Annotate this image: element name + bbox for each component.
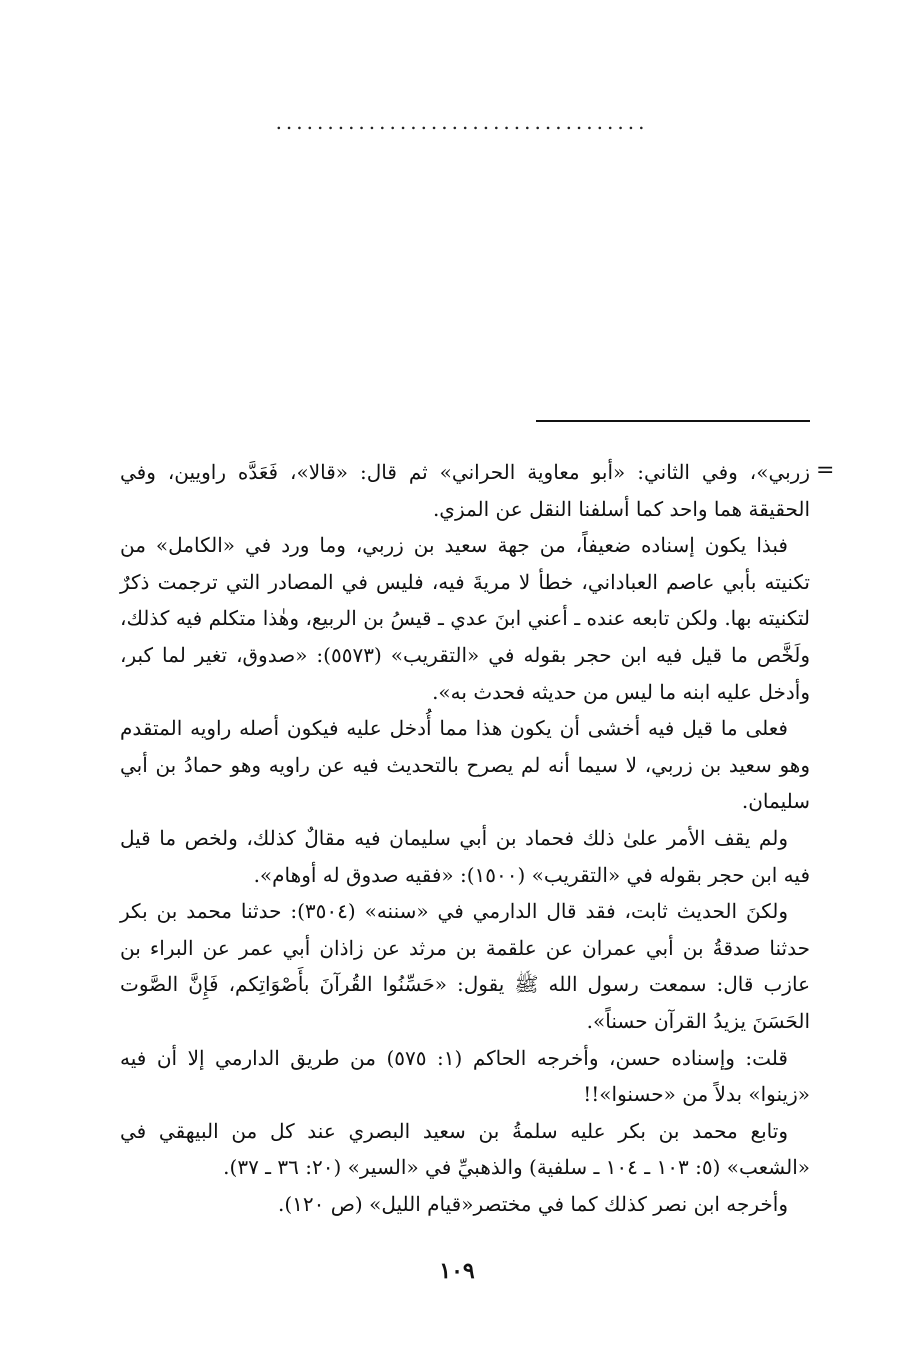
footnote-paragraph: فبذا يكون إسناده ضعيفاً، من جهة سعيد بن زربي، وما ورد في «الكامل» من تكنيته بأبي عاصم العباداني، خطأ لا مريةَ فيه، فليس في المصادر التي ترجمت ذكرٌ لتكنيته بها. ولكن تابعه عنده ـ أعني ابنَ عدي ـ قيسُ بن الربيع، وهٰذا متكلم فيه كذلك، ولَخَّص ما قيل فيه ابن حجر بقوله في «التقريب» (٥٥٧٣): «صدوق، تغير لما كبر، وأدخل عليه ابنه ما ليس من حديثه فحدث به».	[120, 533, 810, 704]
page-number: ١٠٩	[439, 1258, 475, 1284]
footnote-rule	[536, 420, 810, 422]
continuation-mark: =	[816, 458, 835, 483]
footnote-paragraph: زربي»، وفي الثاني: «أبو معاوية الحراني» ثم قال: «قالا»، فَعَدَّه راويين، وفي الحقيقة هما واحد كما أسلفنا النقل عن المزي.	[120, 460, 810, 521]
footnote-paragraph: ولكنَ الحديث ثابت، فقد قال الدارمي في «سننه» (٣٥٠٤): حدثنا محمد بن بكر حدثنا صدقةُ بن أبي عمران عن علقمة بن مرثد عن زاذان أبي عمر عن البراء بن عازب قال: سمعت رسول الله ﷺ يقول: «حَسِّنُوا القُرآنَ بأَصْوَاتِكم، فَإِنَّ الصَّوت الحَسَنَ يزيدُ القرآن حسناً».	[120, 899, 810, 1033]
footnote-block	[120, 454, 810, 1222]
footnote-paragraph: وتابع محمد بن بكر عليه سلمةُ بن سعيد البصري عند كل من البيهقي في «الشعب» (٥: ١٠٣ ـ ١٠٤ ـ سلفية) والذهبيِّ في «السير» (٢٠: ٣٦ ـ ٣٧).	[120, 1118, 810, 1180]
footnote-paragraph: قلت: وإسناده حسن، وأخرجه الحاكم (١: ٥٧٥) من طريق الدارمي إلا أن فيه «زينوا» بدلاً من «حسنوا»!!	[120, 1045, 810, 1107]
footnote-paragraph: فعلى ما قيل فيه أخشى أن يكون هذا مما أُدخل عليه فيكون أصله راويه المتقدم وهو سعيد بن زربي، لا سيما أنه لم يصرح بالتحديث فيه عن راويه وهو حمادُ بن أبي سليمان.	[120, 716, 810, 814]
separator-dots: ....................................	[275, 112, 649, 132]
footnote-paragraph: ولم يقف الأمر علىٰ ذلك فحماد بن أبي سليمان فيه مقالٌ كذلك، ولخص ما قيل فيه ابن حجر بقوله في «التقريب» (١٥٠٠): «فقيه صدوق له أوهام».	[120, 825, 810, 887]
footnote-paragraph: وأخرجه ابن نصر كذلك كما في مختصر«قيام الليل» (ص ١٢٠).	[277, 1191, 788, 1216]
